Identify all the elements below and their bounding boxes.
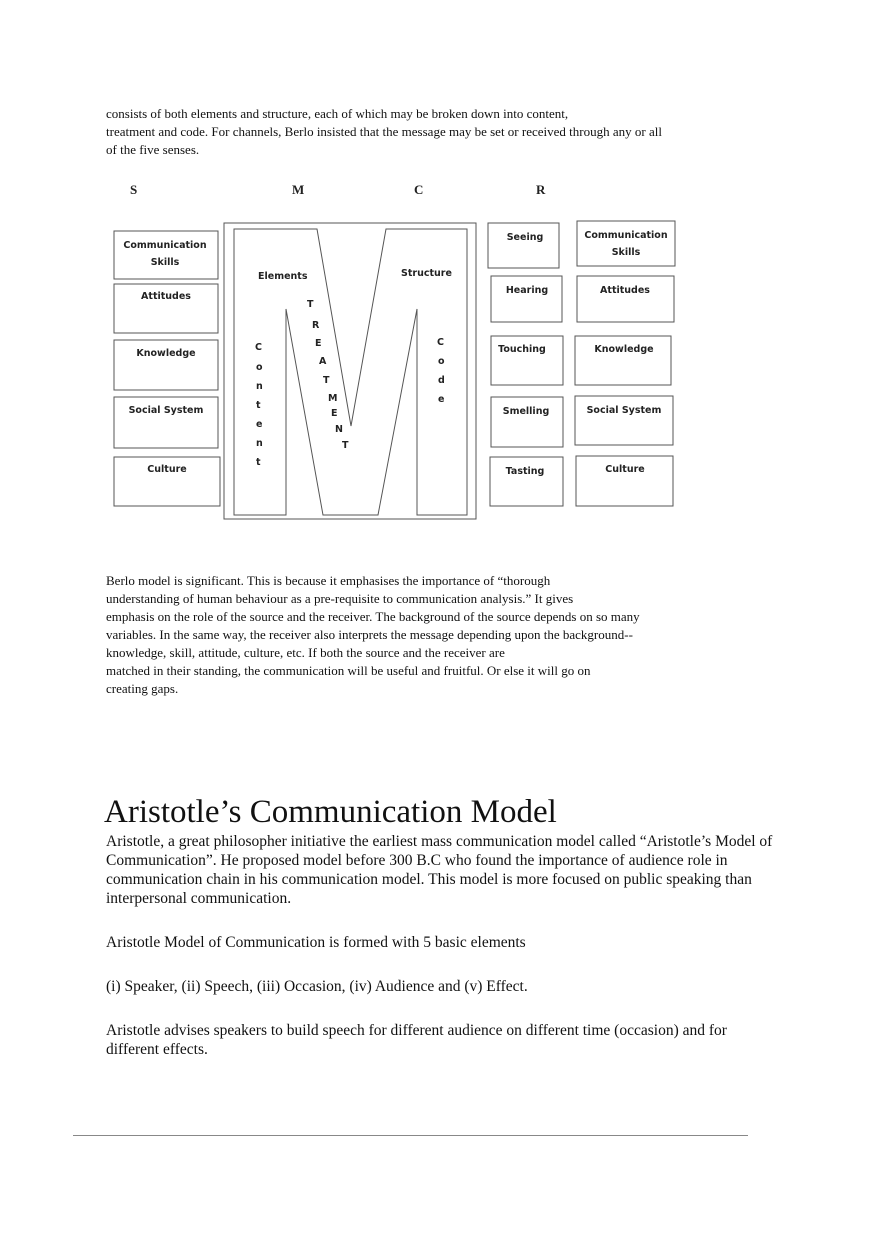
receiver-label: Attitudes bbox=[600, 285, 650, 296]
receiver-label: Skills bbox=[611, 247, 641, 258]
para-line: understanding of human behaviour as a pre-requisite to communication analysis.” It gives bbox=[106, 591, 574, 606]
treatment-letter: E bbox=[331, 408, 338, 419]
content-letters bbox=[255, 342, 263, 468]
channel-box bbox=[491, 397, 563, 447]
source-label: Social System bbox=[128, 405, 204, 416]
header-r: R bbox=[536, 182, 546, 197]
content-letter: t bbox=[256, 457, 261, 468]
elements-label: Elements bbox=[258, 271, 308, 282]
aristotle-paragraph: Aristotle advises speakers to build speech for different audience on different time (occasion) and for different effects. bbox=[106, 1022, 727, 1058]
aristotle-elements-list: (i) Speaker, (ii) Speech, (iii) Occasion, (iv) Audience and (v) Effect. bbox=[106, 978, 528, 995]
receiver-label: Knowledge bbox=[594, 344, 654, 355]
intro-line: treatment and code. For channels, Berlo insisted that the message may be set or received through any or all bbox=[106, 124, 662, 139]
code-letter: o bbox=[438, 356, 445, 367]
smcr-diagram-svg bbox=[105, 178, 695, 528]
berlo-significance-paragraph bbox=[106, 572, 806, 698]
treatment-letter: N bbox=[335, 424, 343, 435]
channel-label: Touching bbox=[498, 344, 546, 355]
code-letter: d bbox=[438, 375, 445, 386]
receiver-box bbox=[577, 221, 675, 266]
receiver-box bbox=[577, 276, 674, 322]
channel-label: Seeing bbox=[506, 232, 544, 243]
treatment-letter: T bbox=[307, 299, 314, 310]
receiver-label: Communication bbox=[584, 230, 668, 241]
aristotle-section bbox=[106, 832, 776, 1059]
footer-rule bbox=[73, 1135, 748, 1136]
para-line: creating gaps. bbox=[106, 681, 179, 696]
content-letter: e bbox=[256, 419, 263, 430]
code-letter: e bbox=[438, 394, 445, 405]
aristotle-heading: Aristotle’s Communication Model bbox=[104, 794, 557, 830]
receiver-label: Social System bbox=[586, 405, 662, 416]
source-label: Culture bbox=[147, 464, 187, 475]
treatment-letter: M bbox=[328, 393, 338, 404]
content-letter: C bbox=[255, 342, 262, 353]
smcr-diagram bbox=[105, 178, 695, 528]
code-letter: C bbox=[437, 337, 444, 348]
channel-label: Tasting bbox=[505, 466, 545, 477]
para-line: emphasis on the role of the source and the receiver. The background of the source depends on so many bbox=[106, 609, 640, 624]
channel-column bbox=[488, 223, 563, 506]
content-letter: n bbox=[256, 381, 263, 392]
receiver-label: Culture bbox=[605, 464, 645, 475]
para-line: variables. In the same way, the receiver also interprets the message depending upon the background-- bbox=[106, 627, 633, 642]
header-m: M bbox=[292, 182, 305, 197]
code-letters bbox=[437, 337, 445, 405]
receiver-box bbox=[575, 396, 673, 445]
channel-box bbox=[488, 223, 559, 268]
intro-paragraph bbox=[106, 105, 786, 159]
treatment-letter: E bbox=[315, 338, 322, 349]
source-box bbox=[114, 231, 218, 279]
source-label: Communication bbox=[123, 240, 207, 251]
source-label: Attitudes bbox=[141, 291, 191, 302]
source-label: Knowledge bbox=[136, 348, 196, 359]
intro-line: of the five senses. bbox=[106, 142, 200, 157]
content-letter: o bbox=[256, 362, 263, 373]
source-label: Skills bbox=[150, 257, 180, 268]
structure-label: Structure bbox=[401, 268, 452, 279]
content-letter: t bbox=[256, 400, 261, 411]
aristotle-paragraph: Aristotle, a great philosopher initiative the earliest mass communication model called “Aristotle’s Model of Communication”. He proposed model before 300 B.C who found the importance of audience role in communication chain in his communication model. This model is more focused on public speaking than interpersonal communication. bbox=[106, 833, 773, 907]
para-line: matched in their standing, the communication will be useful and fruitful. Or else it will go on bbox=[106, 663, 591, 678]
channel-label: Smelling bbox=[502, 406, 550, 417]
channel-box bbox=[490, 457, 563, 506]
channel-label: Hearing bbox=[505, 285, 549, 296]
content-letter: n bbox=[256, 438, 263, 449]
aristotle-paragraph: Aristotle Model of Communication is formed with 5 basic elements bbox=[106, 934, 526, 951]
intro-line: consists of both elements and structure, each of which may be broken down into content, bbox=[106, 106, 569, 121]
header-c: C bbox=[414, 182, 424, 197]
channel-box bbox=[491, 276, 562, 322]
treatment-letter: T bbox=[342, 440, 349, 451]
treatment-letter: A bbox=[319, 356, 327, 367]
header-s: S bbox=[130, 182, 138, 197]
para-line: Berlo model is significant. This is because it emphasises the importance of “thorough bbox=[106, 573, 551, 588]
para-line: knowledge, skill, attitude, culture, etc. If both the source and the receiver are bbox=[106, 645, 505, 660]
treatment-letter: T bbox=[323, 375, 330, 386]
treatment-letter: R bbox=[312, 320, 320, 331]
